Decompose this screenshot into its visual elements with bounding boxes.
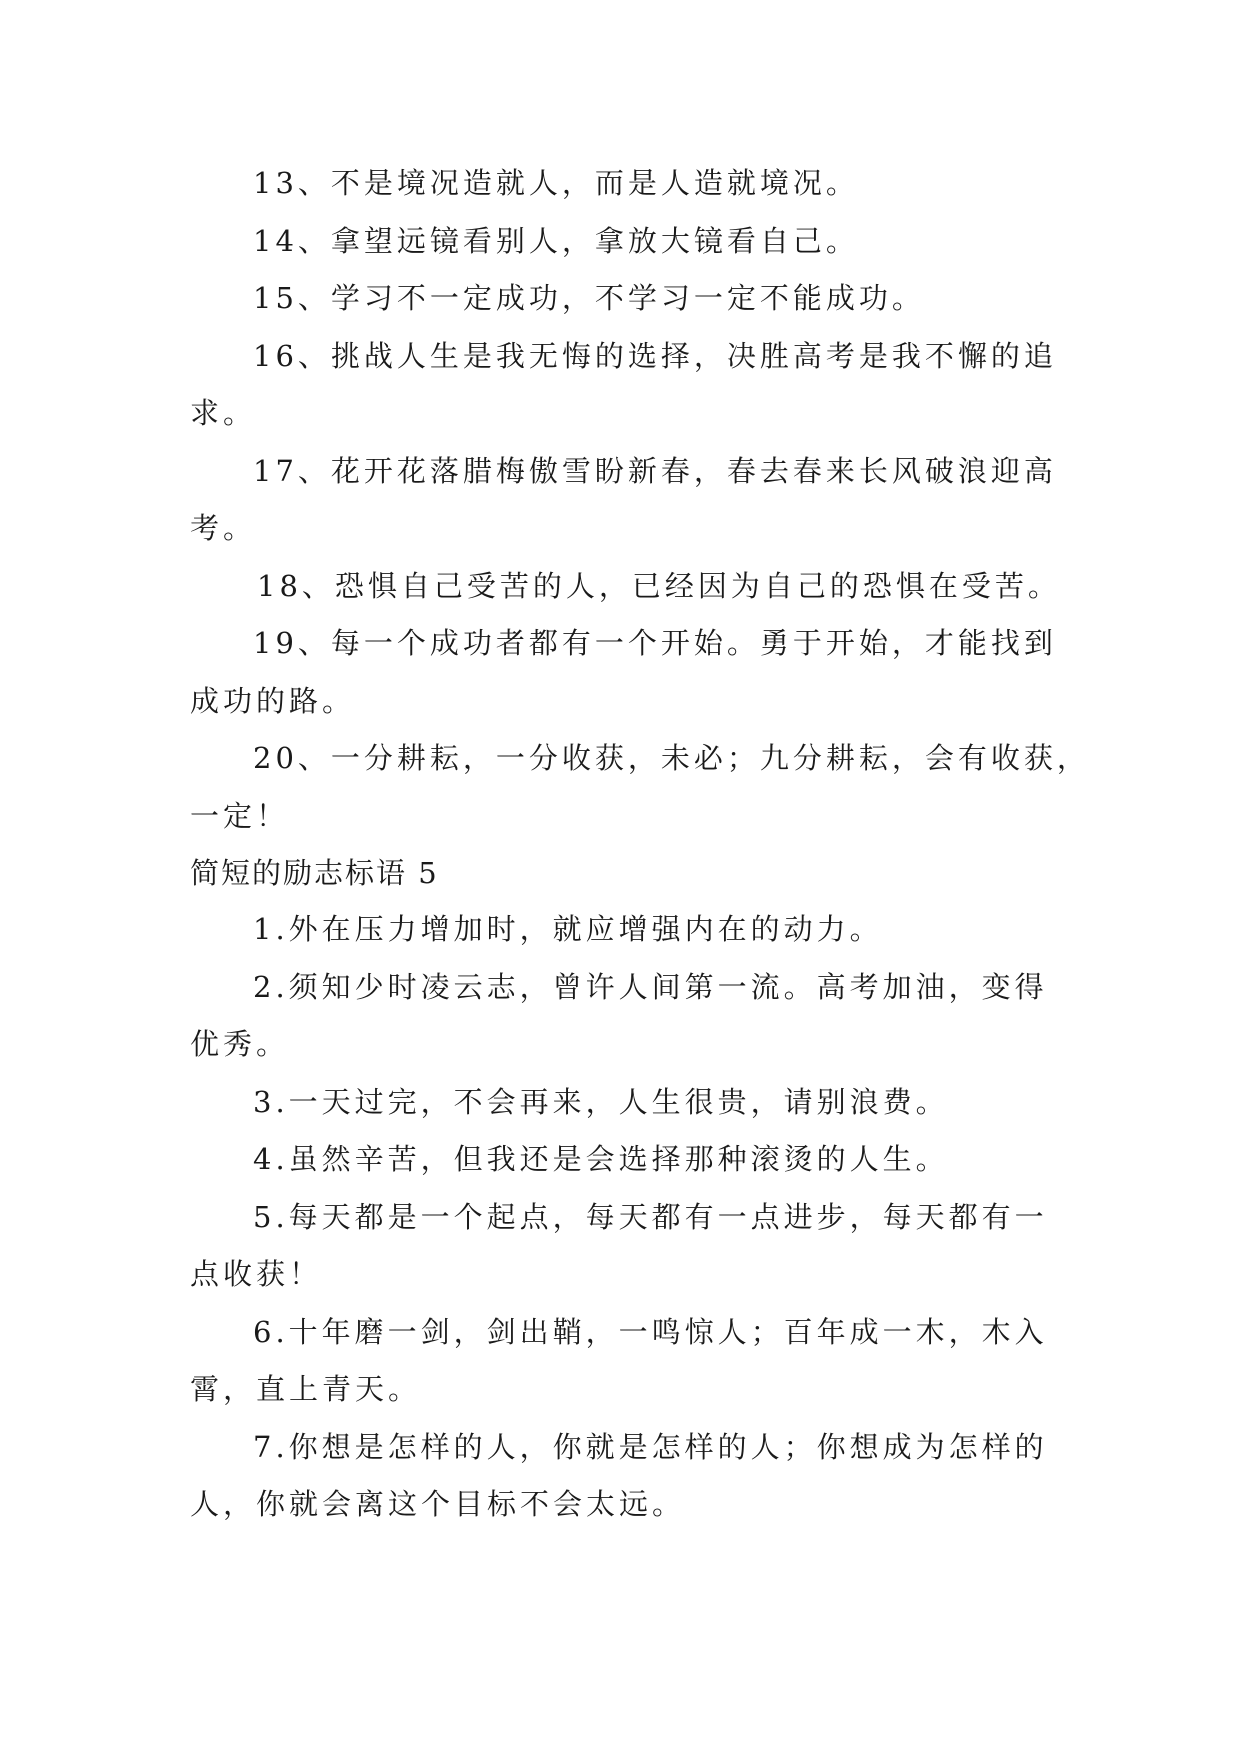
text-line: 5.每天都是一个起点，每天都有一点进步，每天都有一	[253, 1199, 1048, 1234]
text-line: 优秀。	[190, 1027, 290, 1061]
text-line: 1.外在压力增加时，就应增强内在的动力。	[253, 912, 883, 946]
text-line: 成功的路。	[190, 683, 356, 718]
text-line: 一定！	[190, 798, 290, 833]
text-line: 点收获！	[190, 1257, 323, 1291]
text-line: 17、花开花落腊梅傲雪盼新春，春去春来长风破浪迎高	[253, 453, 1057, 488]
text-line: 4.虽然辛苦，但我还是会选择那种滚烫的人生。	[253, 1142, 949, 1176]
document-body	[190, 155, 1090, 1534]
text-line: 16、挑战人生是我无悔的选择，决胜高考是我不懈的追	[253, 338, 1057, 373]
text-line: 7.你想是怎样的人，你就是怎样的人；你想成为怎样的	[253, 1429, 1048, 1464]
text-line: 2.须知少时凌云志，曾许人间第一流。高考加油，变得	[253, 969, 1048, 1004]
text-line: 求。	[190, 396, 257, 430]
text-line: 人，你就会离这个目标不会太远。	[190, 1487, 686, 1521]
text-line: 18、恐惧自己受苦的人，已经因为自己的恐惧在受苦。	[257, 568, 1061, 603]
section-heading: 简短的励志标语 5	[190, 856, 439, 890]
text-line: 6.十年磨一剑，剑出鞘，一鸣惊人；百年成一木，木入	[253, 1314, 1048, 1349]
text-line: 考。	[190, 511, 257, 545]
text-line: 20、一分耕耘，一分收获，未必；九分耕耘，会有收获，	[253, 741, 1090, 775]
text-line: 13、不是境况造就人，而是人造就境况。	[253, 166, 859, 200]
text-line: 15、学习不一定成功，不学习一定不能成功。	[253, 281, 925, 315]
text-line: 3.一天过完，不会再来，人生很贵，请别浪费。	[253, 1084, 949, 1119]
text-line: 14、拿望远镜看别人，拿放大镜看自己。	[253, 223, 859, 258]
text-line: 19、每一个成功者都有一个开始。勇于开始，才能找到	[253, 626, 1057, 660]
text-line: 霄，直上青天。	[190, 1372, 422, 1406]
